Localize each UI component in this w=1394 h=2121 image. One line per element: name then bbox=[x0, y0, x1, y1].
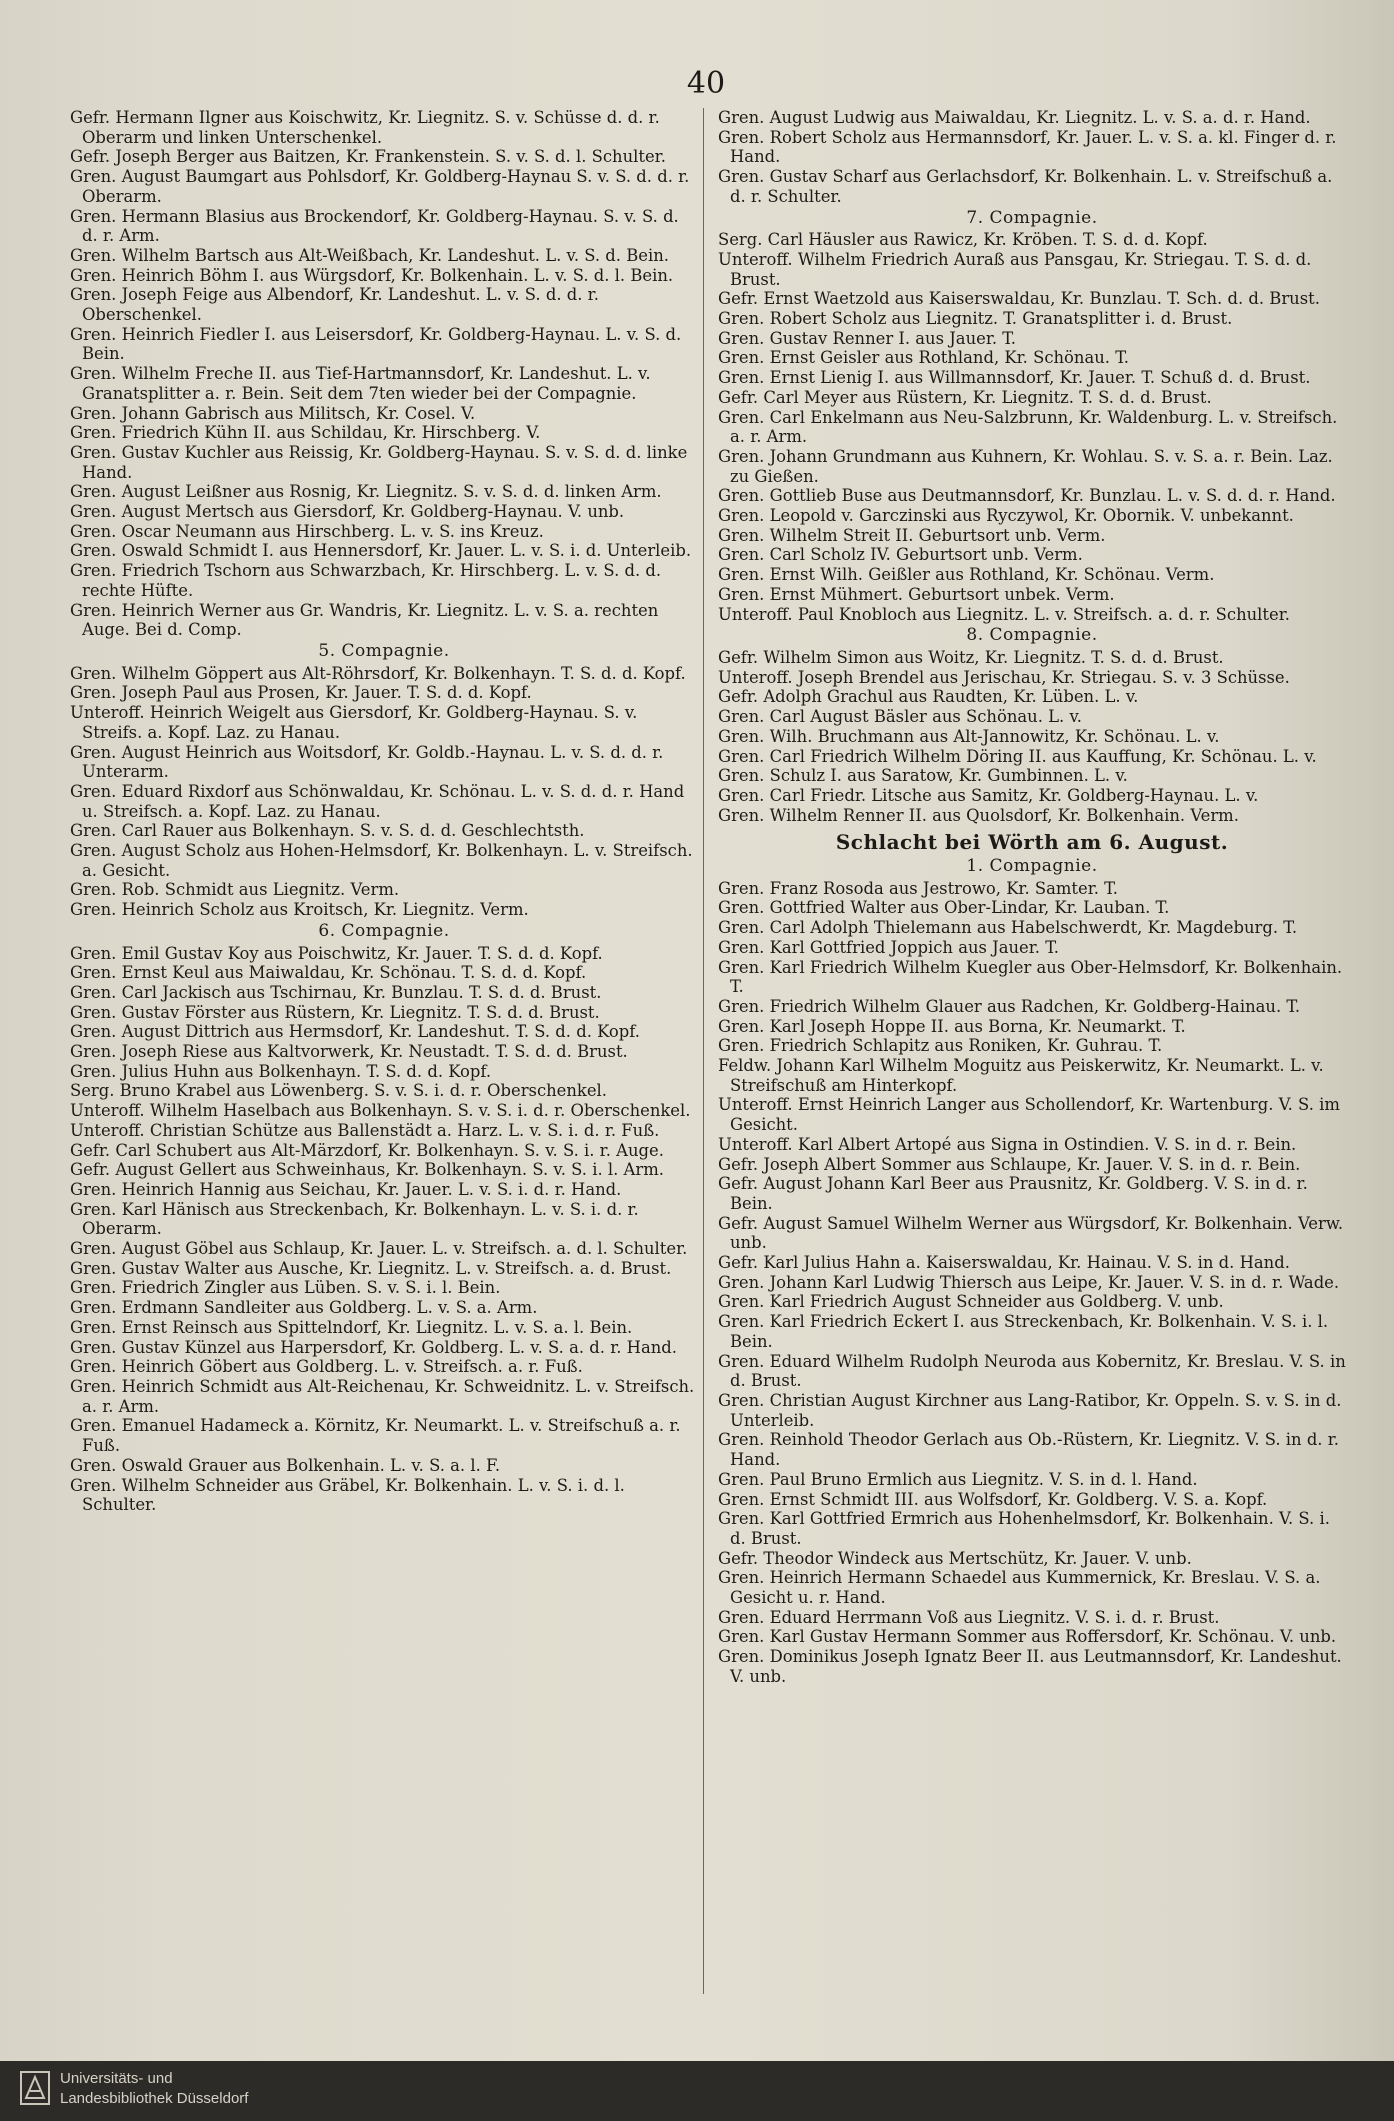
library-name bbox=[60, 2069, 248, 2109]
casualty-entry: Unteroff. Ernst Heinrich Langer aus Schollendorf, Kr. Wartenburg. V. S. im Gesicht. bbox=[718, 1095, 1340, 1135]
page-number: 40 bbox=[686, 66, 726, 101]
company-heading: 6. Compagnie. bbox=[318, 920, 450, 941]
casualty-entry: Gren. Karl Gottfried Ermrich aus Hohenhelmsdorf, Kr. Bolkenhain. V. S. i. d. Brust. bbox=[718, 1509, 1330, 1548]
casualty-entry: Gefr. August Johann Karl Beer aus Prausnitz, Kr. Goldberg. V. S. in d. r. Bein. bbox=[718, 1174, 1308, 1213]
casualty-entry: Gren. Eduard Wilhelm Rudolph Neuroda aus Kobernitz, Kr. Breslau. V. S. in d. Brust. bbox=[718, 1351, 1346, 1391]
casualty-entry: Gren. Wilhelm Bartsch aus Alt-Weißbach, Kr. Landeshut. L. v. S. d. Bein. bbox=[70, 245, 669, 265]
casualty-entry: Gren. Friedrich Wilhelm Glauer aus Radchen, Kr. Goldberg-Hainau. T. bbox=[718, 996, 1301, 1016]
casualty-entry: Unteroff. Christian Schütze aus Ballenstädt a. Harz. L. v. S. i. d. r. Fuß. bbox=[70, 1120, 660, 1140]
casualty-entry: Gren. Wilhelm Göppert aus Alt-Röhrsdorf, Kr. Bolkenhayn. T. S. d. d. Kopf. bbox=[70, 663, 686, 683]
casualty-entry: Unteroff. Wilhelm Haselbach aus Bolkenhayn. S. v. S. i. d. r. Oberschenkel. bbox=[70, 1101, 691, 1121]
casualty-entry: Gren. Heinrich Böhm I. aus Würgsdorf, Kr. Bolkenhain. L. v. S. d. l. Bein. bbox=[70, 265, 674, 285]
casualty-entry: Gren. August Mertsch aus Giersdorf, Kr. Goldberg-Haynau. V. unb. bbox=[70, 502, 625, 522]
casualty-entry: Gren. Leopold v. Garczinski aus Ryczywol, Kr. Obornik. V. unbekannt. bbox=[718, 506, 1294, 526]
casualty-entry: Gren. Robert Scholz aus Liegnitz. T. Granatsplitter i. d. Brust. bbox=[718, 309, 1233, 329]
company-heading: 8. Compagnie. bbox=[966, 625, 1098, 646]
casualty-entry: Gren. Karl Gottfried Joppich aus Jauer. T. bbox=[718, 937, 1059, 957]
casualty-entry: Gren. Eduard Rixdorf aus Schönwaldau, Kr. Schönau. L. v. S. d. d. r. Hand u. Streifsch. a. Kopf. Laz. zu Hanau. bbox=[70, 781, 685, 821]
casualty-entry: Gren. Gustav Kuchler aus Reissig, Kr. Goldberg-Haynau. S. v. S. d. d. linke Hand. bbox=[70, 442, 688, 482]
casualty-entry: Gren. Joseph Riese aus Kaltvorwerk, Kr. Neustadt. T. S. d. d. Brust. bbox=[70, 1042, 628, 1062]
casualty-entry: Gren. Heinrich Fiedler I. aus Leisersdorf, Kr. Goldberg-Haynau. L. v. S. d. Bein. bbox=[70, 324, 682, 364]
casualty-entry: Gren. Carl Adolph Thielemann aus Habelschwerdt, Kr. Magdeburg. T. bbox=[718, 918, 1298, 938]
right-column bbox=[718, 108, 1346, 1687]
casualty-entry: Unteroff. Joseph Brendel aus Jerischau, Kr. Striegau. S. v. 3 Schüsse. bbox=[718, 667, 1290, 687]
casualty-entry: Gren. Heinrich Hermann Schaedel aus Kummernick, Kr. Breslau. V. S. a. Gesicht u. r. Hand. bbox=[718, 1568, 1321, 1608]
casualty-entry: Gren. August Dittrich aus Hermsdorf, Kr. Landeshut. T. S. d. d. Kopf. bbox=[70, 1022, 640, 1042]
casualty-entry: Gefr. Adolph Grachul aus Raudten, Kr. Lüben. L. v. bbox=[718, 687, 1139, 707]
casualty-entry: Gren. Paul Bruno Ermlich aus Liegnitz. V. S. in d. l. Hand. bbox=[718, 1469, 1198, 1489]
casualty-entry: Gren. Christian August Kirchner aus Lang-Ratibor, Kr. Oppeln. S. v. S. in d. Unterleib. bbox=[718, 1391, 1342, 1430]
casualty-entry: Gren. August Scholz aus Hohen-Helmsdorf, Kr. Bolkenhayn. L. v. Streifsch. a. Gesicht. bbox=[70, 841, 693, 880]
casualty-entry: Gren. August Leißner aus Rosnig, Kr. Liegnitz. S. v. S. d. d. linken Arm. bbox=[70, 482, 662, 502]
casualty-entry: Gren. Oscar Neumann aus Hirschberg. L. v. S. ins Kreuz. bbox=[70, 521, 544, 541]
casualty-entry: Unteroff. Paul Knobloch aus Liegnitz. L. v. Streifsch. a. d. r. Schulter. bbox=[718, 604, 1290, 624]
casualty-entry: Gren. Heinrich Schmidt aus Alt-Reichenau, Kr. Schweidnitz. L. v. Streifsch. a. r. Arm. bbox=[70, 1377, 695, 1416]
casualty-entry: Feldw. Johann Karl Wilhelm Moguitz aus Peiskerwitz, Kr. Neumarkt. L. v. Streifschuß am Hinterkopf. bbox=[718, 1056, 1324, 1095]
casualty-entry: Gren. Schulz I. aus Saratow, Kr. Gumbinnen. L. v. bbox=[718, 766, 1128, 786]
casualty-entry: Gren. Heinrich Werner aus Gr. Wandris, Kr. Liegnitz. L. v. S. a. rechten Auge. Bei d. Comp. bbox=[70, 600, 659, 640]
casualty-entry: Unteroff. Wilhelm Friedrich Auraß aus Pansgau, Kr. Striegau. T. S. d. d. Brust. bbox=[718, 249, 1312, 289]
left-column bbox=[70, 108, 698, 1515]
casualty-entry: Gren. Ernst Schmidt III. aus Wolfsdorf, Kr. Goldberg. V. S. a. Kopf. bbox=[718, 1489, 1268, 1509]
casualty-entry: Gren. Wilhelm Freche II. aus Tief-Hartmannsdorf, Kr. Landeshut. L. v. Granatsplitter a. r. Bein. Seit dem 7ten wieder bei der Compagnie. bbox=[70, 364, 651, 403]
company-heading: 7. Compagnie. bbox=[966, 207, 1098, 228]
casualty-entry: Gren. Heinrich Scholz aus Kroitsch, Kr. Liegnitz. Verm. bbox=[70, 900, 529, 920]
casualty-entry: Gren. Carl Rauer aus Bolkenhayn. S. v. S. d. d. Geschlechtsth. bbox=[70, 821, 585, 841]
casualty-entry: Gren. Ernst Reinsch aus Spittelndorf, Kr. Liegnitz. L. v. S. a. l. Bein. bbox=[70, 1317, 633, 1337]
casualty-entry: Gren. Julius Huhn aus Bolkenhayn. T. S. d. d. Kopf. bbox=[70, 1061, 492, 1081]
casualty-entry: Gren. Gottfried Walter aus Ober-Lindar, Kr. Lauban. T. bbox=[718, 898, 1170, 918]
casualty-entry: Gefr. August Gellert aus Schweinhaus, Kr. Bolkenhayn. S. v. S. i. l. Arm. bbox=[70, 1160, 664, 1180]
casualty-entry: Unteroff. Karl Albert Artopé aus Signa in Ostindien. V. S. in d. r. Bein. bbox=[718, 1134, 1297, 1154]
casualty-entry: Gren. Karl Friedrich Eckert I. aus Streckenbach, Kr. Bolkenhain. V. S. i. l. Bein. bbox=[718, 1312, 1329, 1351]
casualty-entry: Gren. Wilhelm Schneider aus Gräbel, Kr. Bolkenhain. L. v. S. i. d. l. Schulter. bbox=[70, 1475, 625, 1515]
casualty-entry: Gren. Rob. Schmidt aus Liegnitz. Verm. bbox=[70, 880, 400, 900]
casualty-entry: Gefr. August Samuel Wilhelm Werner aus Würgsdorf, Kr. Bolkenhain. Verw. unb. bbox=[718, 1213, 1344, 1253]
casualty-entry: Gren. Johann Gabrisch aus Militsch, Kr. Cosel. V. bbox=[70, 403, 476, 423]
casualty-entry: Gren. August Ludwig aus Maiwaldau, Kr. Liegnitz. L. v. S. a. d. r. Hand. bbox=[718, 108, 1311, 127]
casualty-entry: Unteroff. Heinrich Weigelt aus Giersdorf, Kr. Goldberg-Haynau. S. v. Streifs. a. Kopf. Laz. zu Hanau. bbox=[70, 703, 638, 742]
casualty-entry: Gren. Wilh. Bruchmann aus Alt-Jannowitz, Kr. Schönau. L. v. bbox=[718, 726, 1220, 746]
casualty-entry: Serg. Bruno Krabel aus Löwenberg. S. v. S. i. d. r. Oberschenkel. bbox=[70, 1081, 608, 1101]
casualty-entry: Gren. Johann Karl Ludwig Thiersch aus Leipe, Kr. Jauer. V. S. in d. r. Wade. bbox=[718, 1272, 1340, 1292]
casualty-entry: Gren. Friedrich Zingler aus Lüben. S. v. S. i. l. Bein. bbox=[70, 1278, 501, 1298]
casualty-entry: Gren. Gustav Scharf aus Gerlachsdorf, Kr. Bolkenhain. L. v. Streifschuß a. d. r. Schulter. bbox=[718, 167, 1333, 206]
casualty-entry: Gren. Gustav Walter aus Ausche, Kr. Liegnitz. L. v. Streifsch. a. d. Brust. bbox=[70, 1258, 672, 1278]
casualty-entry: Gefr. Karl Julius Hahn a. Kaiserswaldau, Kr. Hainau. V. S. in d. Hand. bbox=[718, 1253, 1290, 1273]
casualty-entry: Gren. Carl Friedr. Litsche aus Samitz, Kr. Goldberg-Haynau. L. v. bbox=[718, 785, 1259, 805]
casualty-entry: Gren. Carl August Bäsler aus Schönau. L. v. bbox=[718, 707, 1082, 727]
casualty-entry: Gren. August Baumgart aus Pohlsdorf, Kr. Goldberg-Haynau S. v. S. d. d. r. Oberarm. bbox=[70, 167, 690, 206]
casualty-entry: Gefr. Ernst Waetzold aus Kaiserswaldau, Kr. Bunzlau. T. Sch. d. d. Brust. bbox=[718, 289, 1320, 309]
casualty-entry: Gren. Karl Friedrich Wilhelm Kuegler aus Ober-Helmsdorf, Kr. Bolkenhain. T. bbox=[718, 957, 1343, 997]
casualty-entry: Gren. Hermann Blasius aus Brockendorf, Kr. Goldberg-Haynau. S. v. S. d. d. r. Arm. bbox=[70, 206, 679, 246]
casualty-entry: Gren. Carl Jackisch aus Tschirnau, Kr. Bunzlau. T. S. d. d. Brust. bbox=[70, 982, 602, 1002]
casualty-entry: Gren. Gottlieb Buse aus Deutmannsdorf, Kr. Bunzlau. L. v. S. d. d. r. Hand. bbox=[718, 486, 1336, 506]
casualty-entry: Gren. Eduard Herrmann Voß aus Liegnitz. V. S. i. d. r. Brust. bbox=[718, 1607, 1220, 1627]
casualty-entry: Gefr. Carl Schubert aus Alt-Märzdorf, Kr. Bolkenhayn. S. v. S. i. r. Auge. bbox=[70, 1140, 664, 1160]
casualty-entry: Gren. Karl Hänisch aus Streckenbach, Kr. Bolkenhayn. L. v. S. i. d. r. Oberarm. bbox=[70, 1199, 639, 1239]
casualty-entry: Gefr. Joseph Berger aus Baitzen, Kr. Frankenstein. S. v. S. d. l. Schulter. bbox=[70, 147, 666, 167]
casualty-entry: Gren. Emil Gustav Koy aus Poischwitz, Kr. Jauer. T. S. d. d. Kopf. bbox=[70, 943, 603, 963]
casualty-entry: Gren. Gustav Renner I. aus Jauer. T. bbox=[718, 328, 1017, 348]
casualty-entry: Gren. Ernst Mühmert. Geburtsort unbek. Verm. bbox=[718, 584, 1115, 604]
casualty-entry: Gefr. Joseph Albert Sommer aus Schlaupe, Kr. Jauer. V. S. in d. r. Bein. bbox=[718, 1154, 1301, 1174]
casualty-entry: Gefr. Theodor Windeck aus Mertschütz, Kr. Jauer. V. unb. bbox=[718, 1548, 1192, 1568]
casualty-entry: Gren. Heinrich Göbert aus Goldberg. L. v. Streifsch. a. r. Fuß. bbox=[70, 1357, 583, 1377]
library-name-line-1: Universitäts- und bbox=[60, 2070, 173, 2087]
casualty-entry: Gren. Friedrich Kühn II. aus Schildau, Kr. Hirschberg. V. bbox=[70, 423, 541, 443]
company-heading: 1. Compagnie. bbox=[966, 856, 1098, 877]
casualty-entry: Gren. Dominikus Joseph Ignatz Beer II. aus Leutmannsdorf, Kr. Landeshut. V. unb. bbox=[718, 1647, 1342, 1686]
library-footer bbox=[0, 2061, 1394, 2121]
casualty-entry: Serg. Carl Häusler aus Rawicz, Kr. Kröben. T. S. d. d. Kopf. bbox=[718, 230, 1208, 250]
casualty-entry: Gren. Oswald Schmidt I. aus Hennersdorf, Kr. Jauer. L. v. S. i. d. Unterleib. bbox=[70, 541, 692, 561]
casualty-entry: Gren. Gustav Förster aus Rüstern, Kr. Liegnitz. T. S. d. d. Brust. bbox=[70, 1002, 600, 1022]
casualty-entry: Gren. Erdmann Sandleiter aus Goldberg. L. v. S. a. Arm. bbox=[70, 1298, 538, 1318]
library-name-line-2: Landesbibliothek Düsseldorf bbox=[60, 2090, 249, 2107]
casualty-entry: Gefr. Carl Meyer aus Rüstern, Kr. Liegnitz. T. S. d. d. Brust. bbox=[718, 387, 1212, 407]
library-logo-icon bbox=[20, 2071, 50, 2105]
company-heading: 5. Compagnie. bbox=[318, 640, 450, 661]
casualty-entry: Gren. Ernst Geisler aus Rothland, Kr. Schönau. T. bbox=[718, 348, 1129, 368]
casualty-entry: Gren. Johann Grundmann aus Kuhnern, Kr. Wohlau. S. v. S. a. r. Bein. Laz. zu Gießen. bbox=[718, 446, 1333, 486]
casualty-entry: Gefr. Wilhelm Simon aus Woitz, Kr. Liegnitz. T. S. d. d. Brust. bbox=[718, 647, 1224, 667]
casualty-entry: Gren. Wilhelm Streit II. Geburtsort unb. Verm. bbox=[718, 525, 1106, 545]
casualty-entry: Gren. August Heinrich aus Woitsdorf, Kr. Goldb.-Haynau. L. v. S. d. d. r. Unterarm. bbox=[70, 742, 664, 782]
casualty-entry: Gren. Oswald Grauer aus Bolkenhain. L. v. S. a. l. F. bbox=[70, 1455, 501, 1475]
casualty-entry: Gren. Friedrich Schlapitz aus Roniken, Kr. Guhrau. T. bbox=[718, 1036, 1163, 1056]
casualty-entry: Gren. Ernst Lienig I. aus Willmannsdorf, Kr. Jauer. T. Schuß d. d. Brust. bbox=[718, 368, 1311, 388]
casualty-entry: Gren. Friedrich Tschorn aus Schwarzbach, Kr. Hirschberg. L. v. S. d. d. rechte Hüfte. bbox=[70, 561, 662, 600]
column-divider bbox=[703, 108, 704, 1994]
casualty-entry: Gren. Carl Enkelmann aus Neu-Salzbrunn, Kr. Waldenburg. L. v. Streifsch. a. r. Arm. bbox=[718, 407, 1338, 447]
casualty-entry: Gren. Carl Friedrich Wilhelm Döring II. aus Kauffung, Kr. Schönau. L. v. bbox=[718, 746, 1317, 766]
casualty-entry: Gren. Ernst Wilh. Geißler aus Rothland, Kr. Schönau. Verm. bbox=[718, 565, 1215, 585]
casualty-entry: Gren. Karl Joseph Hoppe II. aus Borna, Kr. Neumarkt. T. bbox=[718, 1016, 1186, 1036]
casualty-entry: Gren. Robert Scholz aus Hermannsdorf, Kr. Jauer. L. v. S. a. kl. Finger d. r. Hand. bbox=[718, 127, 1337, 167]
casualty-entry: Gren. Joseph Paul aus Prosen, Kr. Jauer. T. S. d. d. Kopf. bbox=[70, 683, 532, 703]
battle-heading: Schlacht bei Wörth am 6. August. bbox=[835, 830, 1229, 855]
casualty-entry: Gefr. Hermann Ilgner aus Koischwitz, Kr. Liegnitz. S. v. Schüsse d. d. r. Oberarm und linken Unterschenkel. bbox=[70, 108, 660, 147]
casualty-entry: Gren. Wilhelm Renner II. aus Quolsdorf, Kr. Bolkenhain. Verm. bbox=[718, 805, 1239, 825]
casualty-entry: Gren. Franz Rosoda aus Jestrowo, Kr. Samter. T. bbox=[718, 878, 1118, 898]
casualty-entry: Gren. Reinhold Theodor Gerlach aus Ob.-Rüstern, Kr. Liegnitz. V. S. in d. r. Hand. bbox=[718, 1430, 1339, 1470]
casualty-entry: Gren. Ernst Keul aus Maiwaldau, Kr. Schönau. T. S. d. d. Kopf. bbox=[70, 963, 587, 983]
casualty-entry: Gren. Karl Gustav Hermann Sommer aus Roffersdorf, Kr. Schönau. V. unb. bbox=[718, 1627, 1337, 1647]
casualty-entry: Gren. Karl Friedrich August Schneider aus Goldberg. V. unb. bbox=[718, 1292, 1224, 1312]
casualty-entry: Gren. Heinrich Hannig aus Seichau, Kr. Jauer. L. v. S. i. d. r. Hand. bbox=[70, 1179, 622, 1199]
casualty-entry: Gren. Carl Scholz IV. Geburtsort unb. Verm. bbox=[718, 545, 1083, 565]
casualty-entry: Gren. Joseph Feige aus Albendorf, Kr. Landeshut. L. v. S. d. d. r. Oberschenkel. bbox=[70, 285, 599, 325]
casualty-entry: Gren. Gustav Künzel aus Harpersdorf, Kr. Goldberg. L. v. S. a. d. r. Hand. bbox=[70, 1337, 677, 1357]
casualty-entry: Gren. Emanuel Hadameck a. Körnitz, Kr. Neumarkt. L. v. Streifschuß a. r. Fuß. bbox=[70, 1416, 681, 1456]
casualty-entry: Gren. August Göbel aus Schlaup, Kr. Jauer. L. v. Streifsch. a. d. l. Schulter. bbox=[70, 1239, 688, 1259]
